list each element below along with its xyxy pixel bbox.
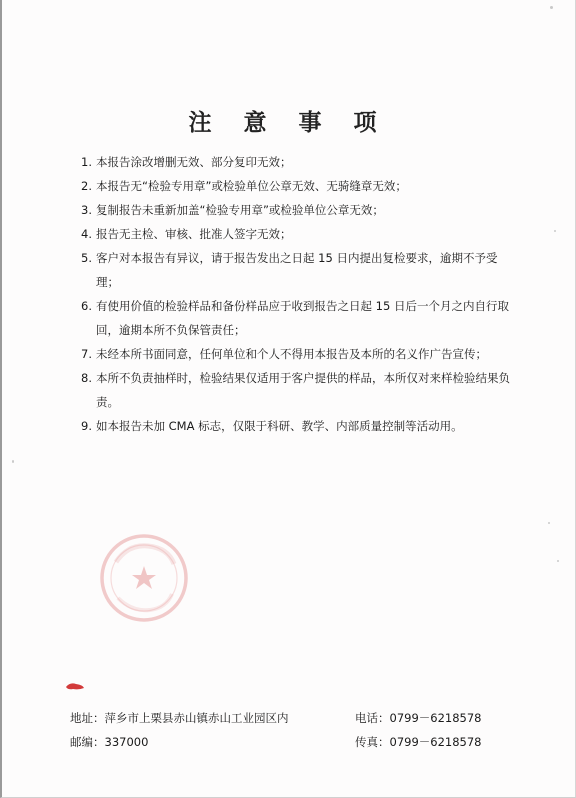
list-item bbox=[74, 246, 514, 294]
faded-stamp-icon bbox=[98, 532, 190, 624]
scan-speck bbox=[548, 522, 550, 524]
item-number: 5. bbox=[81, 251, 92, 265]
item-text: 报告无主检、审核、批准人签字无效； bbox=[96, 227, 292, 241]
list-item bbox=[74, 294, 514, 342]
item-number: 1. bbox=[81, 155, 92, 169]
list-item bbox=[74, 222, 514, 246]
item-text: 有使用价值的检验样品和备份样品应于收到报告之日起 15 日后一个月之内自行取回，逾期本所不负保管责任； bbox=[96, 299, 509, 337]
notes-list bbox=[74, 150, 514, 438]
fax-text: 传真：0799－6218578 bbox=[355, 735, 482, 749]
item-text: 客户对本报告有异议，请于报告发出之日起 15 日内提出复检要求，逾期不予受理； bbox=[96, 251, 498, 289]
phone-text: 电话：0799－6218578 bbox=[355, 711, 482, 725]
item-text: 复制报告未重新加盖“检验专用章”或检验单位公章无效； bbox=[96, 203, 384, 217]
item-number: 6. bbox=[81, 299, 92, 313]
list-item bbox=[74, 342, 514, 366]
red-ink-mark-icon bbox=[64, 681, 86, 691]
page-title: 注 意 事 项 bbox=[188, 109, 389, 136]
list-item bbox=[74, 198, 514, 222]
list-item bbox=[74, 150, 514, 174]
item-number: 2. bbox=[81, 179, 92, 193]
item-number: 9. bbox=[81, 419, 92, 433]
address-text: 地址：萍乡市上栗县赤山镇赤山工业园区内 bbox=[70, 711, 289, 725]
item-number: 8. bbox=[81, 371, 92, 385]
item-text: 未经本所书面同意，任何单位和个人不得用本报告及本所的名义作广告宣传； bbox=[96, 347, 487, 361]
item-number: 7. bbox=[81, 347, 92, 361]
item-text: 本报告无“检验专用章”或检验单位公章无效、无骑缝章无效； bbox=[96, 179, 407, 193]
footer-row-postcode bbox=[70, 734, 490, 750]
item-number: 4. bbox=[81, 227, 92, 241]
scan-speck bbox=[554, 230, 556, 232]
item-text: 本报告涂改增删无效、部分复印无效； bbox=[96, 155, 292, 169]
footer-row-address bbox=[70, 710, 490, 726]
list-item bbox=[74, 366, 514, 414]
scan-speck bbox=[557, 560, 559, 562]
scan-speck bbox=[550, 6, 553, 9]
item-text: 如本报告未加 CMA 标志，仅限于科研、教学、内部质量控制等活动用。 bbox=[96, 419, 463, 433]
list-item bbox=[74, 174, 514, 198]
list-item bbox=[74, 414, 514, 438]
postcode-text: 邮编：337000 bbox=[70, 735, 149, 749]
item-text: 本所不负责抽样时，检验结果仅适用于客户提供的样品，本所仅对来样检验结果负责。 bbox=[96, 371, 510, 409]
scan-speck bbox=[12, 460, 14, 463]
item-number: 3. bbox=[81, 203, 92, 217]
